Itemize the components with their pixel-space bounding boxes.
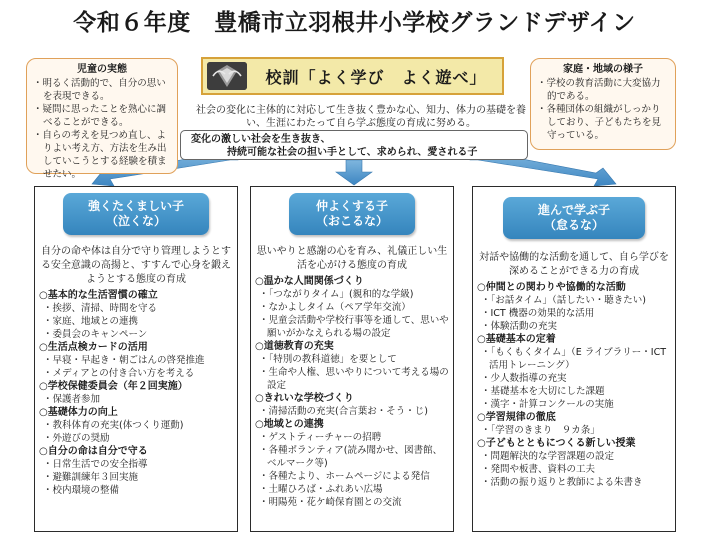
list-item: ・ICT 機器の効果的な活用 — [481, 308, 595, 319]
children-reality-list — [33, 77, 171, 181]
section-heading: ○仲間との関わりや協働的な活動 — [477, 282, 626, 293]
section-heading: ○学習規律の徹底 — [477, 412, 556, 423]
column-title: 仲よくする子 — [315, 199, 388, 213]
column-goal: 対話や協働的な活動を通して、自ら学びを深めることができる力の育成 — [479, 252, 669, 277]
family-community-heading: 家庭・地域の様子 — [563, 64, 643, 75]
column-sections — [251, 275, 453, 509]
section-heading: ○自分の命は自分で守る — [39, 446, 148, 457]
list-item: ・各種たより、ホームページによる発信 — [259, 471, 430, 482]
list-item: ・生命や人権、思いやりについて考える場の設定 — [259, 367, 449, 391]
column-sections — [473, 281, 675, 489]
column-subtitle: （怠るな） — [543, 218, 604, 232]
column-subtitle: （おこるな） — [315, 214, 388, 228]
family-community-list — [537, 77, 669, 142]
list-item: ・家庭、地域との連携 — [43, 316, 139, 327]
list-item: ・早寝・早起き・朝ごはんの啓発推進 — [43, 355, 205, 366]
vision-box — [180, 130, 528, 160]
section-heading: ○生活点検カードの活用 — [39, 342, 148, 353]
column-subtitle: （泣くな） — [105, 214, 166, 228]
section-heading: ○地域との連携 — [255, 419, 324, 430]
list-item: ・「お話タイム」（話したい・聴きたい) — [481, 295, 647, 306]
school-motto: 校訓「よく学び よく遊べ」 — [265, 68, 487, 87]
column-friendly — [250, 186, 454, 532]
list-item: ・挨拶、清掃、時間を守る — [43, 303, 158, 314]
page-title: 令和６年度 豊橋市立羽根井小学校グランドデザイン — [73, 10, 636, 36]
list-item: ・保護者参加 — [43, 394, 101, 405]
section-heading: ○基礎基本の定着 — [477, 334, 556, 345]
list-item: ・児童会活動や学校行事等を通して、思いや願いがかなえられる場の設定 — [259, 315, 449, 339]
column-title: 進んで学ぶ子 — [537, 203, 610, 217]
list-item: ・メディアとの付き合い方を考える — [43, 368, 195, 379]
children-reality-heading: 児童の実態 — [77, 64, 127, 75]
mission-statement: 社会の変化に主体的に対応して生き抜く豊かな心、知力、体力の基礎を養い、生涯にわたって自ら学ぶ態度の育成に努める。 — [196, 105, 526, 129]
list-item: ・漢字・計算コンクールの実施 — [481, 399, 614, 410]
list-item: ・自らの考えを見つめ直し、よりよい考え方、方法を生み出していこうとする経験を積ませたい。 — [33, 130, 167, 180]
list-item: ・明陽苑・花ケ崎保育園との交流 — [259, 497, 402, 508]
list-item: ・清掃活動の充実(合言葉お・そう・じ) — [259, 406, 428, 417]
section-heading: ○温かな人間関係づくり — [255, 276, 364, 287]
list-item: ・避難訓練年３回実施 — [43, 472, 139, 483]
school-motto-box — [201, 57, 504, 95]
list-item: ・「つながりタイム」(親和的な学級) — [259, 289, 414, 300]
column-title: 強くたくましい子 — [87, 199, 184, 213]
children-reality-box — [26, 58, 178, 180]
column-goal: 思いやりと感謝の心を育み、礼儀正しい生活を心がける態度の育成 — [256, 246, 448, 271]
family-community-box — [530, 58, 676, 150]
list-item: ・学校の教育活動に大変協力的である。 — [537, 78, 661, 102]
list-item: ・教科体育の充実(体つくり運動) — [43, 420, 184, 431]
list-item: ・校内環境の整備 — [43, 485, 120, 496]
column-learning — [472, 186, 676, 532]
section-heading: ○道徳教育の充実 — [255, 341, 334, 352]
column-header — [503, 197, 645, 239]
section-heading: ○子どもとともにつくる新しい授業 — [477, 438, 636, 449]
list-item: ・体験活動の充実 — [481, 321, 558, 332]
list-item: ・問題解決的な学習課題の設定 — [481, 451, 615, 462]
section-heading: ○きれいな学校づくり — [255, 393, 354, 404]
column-goal: 自分の命や体は自分で守り管理しようとする安全意識の高揚と、すすんで心身を鍛えようとする態度の育成 — [40, 246, 232, 285]
section-heading: ○学校保健委員会（年２回実施） — [39, 381, 188, 392]
list-item: ・外遊びの奨励 — [43, 433, 110, 444]
list-item: ・土曜ひろば・ふれあい広場 — [259, 484, 383, 495]
school-emblem-icon — [207, 62, 247, 90]
list-item: ・「学習のきまり ９カ条」 — [481, 425, 600, 436]
list-item: ・基礎基本を大切にした課題 — [481, 386, 605, 397]
list-item: ・活動の振り返りと教師による朱書き — [481, 477, 643, 488]
list-item: ・「特別の教科道徳」を要として — [259, 354, 397, 365]
list-item: ・各種ボランティア(読み聞かせ、図書館、ベルマーク等) — [259, 445, 443, 469]
list-item: ・ゲストティーチャーの招聘 — [259, 432, 382, 443]
column-strong — [34, 186, 238, 532]
list-item: ・「もくもくタイム」（E ライブラリー・ICT 活用トレーニング） — [481, 347, 667, 371]
list-item: ・明るく活動的で、自分の思いを表現できる。 — [33, 78, 166, 102]
list-item: ・疑問に思ったことを熟心に調べることができる。 — [33, 104, 167, 128]
vision-line-1: 変化の激しい社会を生き抜き、 — [191, 134, 331, 145]
list-item: ・なかよしタイム（ペア学年交流） — [259, 302, 411, 313]
section-heading: ○基本的な生活習慣の確立 — [39, 290, 158, 301]
column-sections — [35, 289, 237, 497]
list-item: ・発問や板書、資料の工夫 — [481, 464, 596, 475]
list-item: ・日常生活での安全指導 — [43, 459, 148, 470]
list-item: ・少人数指導の充実 — [481, 373, 567, 384]
list-item: ・各種団体の組織がしっかりしており、子どもたちを見守っている。 — [537, 104, 662, 141]
column-header — [63, 193, 209, 235]
arrow-center — [336, 160, 372, 185]
column-header — [289, 193, 415, 235]
vision-line-2: 持続可能な社会の担い手として、求められ、愛される子 — [227, 147, 478, 158]
list-item: ・委員会のキャンペーン — [43, 329, 148, 340]
section-heading: ○基礎体力の向上 — [39, 407, 118, 418]
